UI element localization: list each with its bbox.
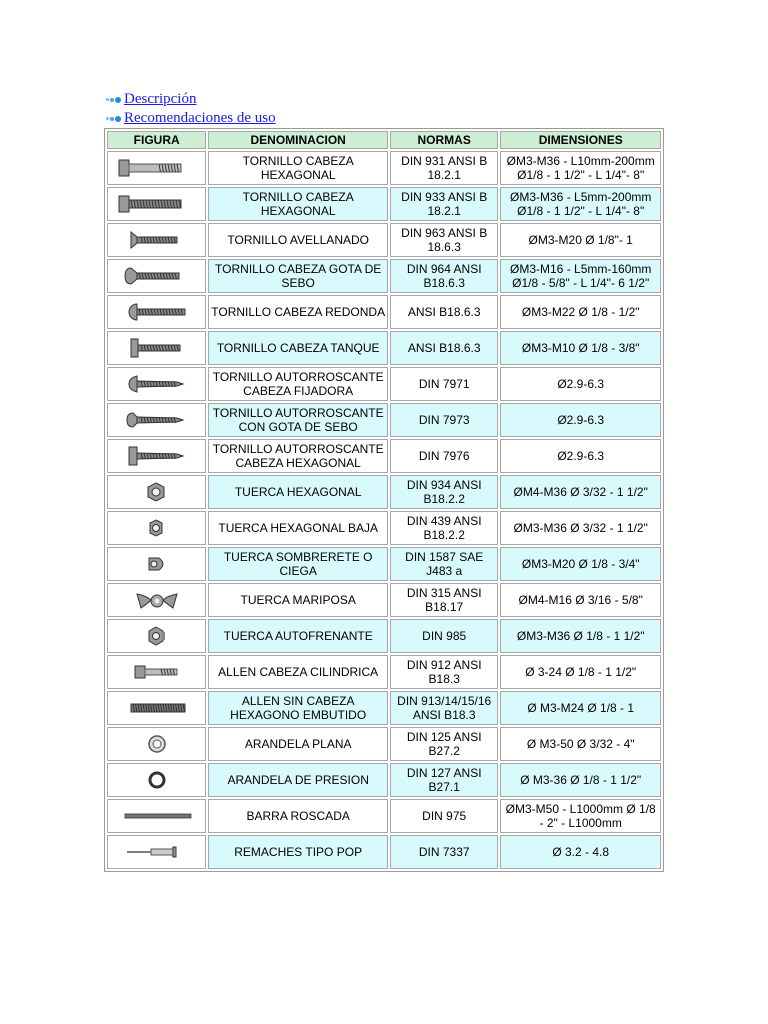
denominacion-cell: TORNILLO CABEZA TANQUE (208, 331, 388, 365)
figura-cell (107, 187, 206, 221)
round-head-screw-icon (111, 298, 203, 326)
dimensiones-cell: ØM3-M36 - L5mm-200mm Ø1/8 - 1 1/2" - L 1/4"- 8" (500, 187, 661, 221)
figura-cell (107, 835, 206, 869)
denominacion-cell: TUERCA HEXAGONAL (208, 475, 388, 509)
figura-cell (107, 763, 206, 797)
link-label[interactable]: Recomendaciones de uso (124, 110, 276, 126)
set-screw-icon (111, 694, 203, 722)
figura-cell (107, 547, 206, 581)
table-row (107, 367, 661, 401)
header-figura: FIGURA (107, 131, 206, 149)
denominacion-cell: TUERCA AUTOFRENANTE (208, 619, 388, 653)
figura-cell (107, 475, 206, 509)
normas-cell: DIN 7971 (390, 367, 498, 401)
denominacion-cell: TORNILLO AUTORROSCANTE CON GOTA DE SEBO (208, 403, 388, 437)
dimensiones-cell: ØM3-M36 - L10mm-200mm Ø1/8 - 1 1/2" - L 1/4"- 8" (500, 151, 661, 185)
normas-cell: DIN 1587 SAE J483 a (390, 547, 498, 581)
flat-washer-icon (111, 730, 203, 758)
figura-cell (107, 583, 206, 617)
dimensiones-cell: ØM3-M10 Ø 1/8 - 3/8" (500, 331, 661, 365)
link-descripcion[interactable] (106, 90, 276, 109)
dimensiones-cell: ØM3-M20 Ø 1/8 - 3/4" (500, 547, 661, 581)
figura-cell (107, 151, 206, 185)
fasteners-table (104, 128, 664, 872)
normas-cell: DIN 125 ANSI B27.2 (390, 727, 498, 761)
table-row (107, 403, 661, 437)
table-row (107, 187, 661, 221)
figura-cell (107, 403, 206, 437)
denominacion-cell: ALLEN SIN CABEZA HEXAGONO EMBUTIDO (208, 691, 388, 725)
cap-nut-icon (111, 550, 203, 578)
table-row (107, 223, 661, 257)
table-row (107, 727, 661, 761)
link-label[interactable]: Descripción (124, 91, 197, 107)
normas-cell: DIN 315 ANSI B18.17 (390, 583, 498, 617)
figura-cell (107, 259, 206, 293)
normas-cell: DIN 7976 (390, 439, 498, 473)
table-row (107, 619, 661, 653)
normas-cell: DIN 913/14/15/16 ANSI B18.3 (390, 691, 498, 725)
figura-cell (107, 223, 206, 257)
table-row (107, 331, 661, 365)
dimensiones-cell: Ø M3-36 Ø 1/8 - 1 1/2" (500, 763, 661, 797)
normas-cell: DIN 931 ANSI B 18.2.1 (390, 151, 498, 185)
spring-washer-icon (111, 766, 203, 794)
denominacion-cell: TORNILLO AUTORROSCANTE CABEZA HEXAGONAL (208, 439, 388, 473)
table-row (107, 259, 661, 293)
figura-cell (107, 295, 206, 329)
figura-cell (107, 691, 206, 725)
wing-nut-icon (111, 586, 203, 614)
table-row (107, 547, 661, 581)
hex-bolt-icon (111, 154, 203, 182)
denominacion-cell: ARANDELA DE PRESION (208, 763, 388, 797)
normas-cell: DIN 985 (390, 619, 498, 653)
normas-cell: ANSI B18.6.3 (390, 295, 498, 329)
dimensiones-cell: Ø 3-24 Ø 1/8 - 1 1/2" (500, 655, 661, 689)
lock-nut-icon (111, 622, 203, 650)
normas-cell: DIN 127 ANSI B27.1 (390, 763, 498, 797)
table-row (107, 583, 661, 617)
table-row (107, 691, 661, 725)
denominacion-cell: ARANDELA PLANA (208, 727, 388, 761)
table-row (107, 295, 661, 329)
page-links (106, 90, 276, 128)
countersunk-screw-icon (111, 226, 203, 254)
denominacion-cell: TUERCA HEXAGONAL BAJA (208, 511, 388, 545)
figura-cell (107, 367, 206, 401)
normas-cell: DIN 439 ANSI B18.2.2 (390, 511, 498, 545)
cheese-head-screw-icon (111, 334, 203, 362)
denominacion-cell: TUERCA SOMBRERETE O CIEGA (208, 547, 388, 581)
raised-countersunk-screw-icon (111, 262, 203, 290)
dimensiones-cell: ØM3-M16 - L5mm-160mm Ø1/8 - 5/8" - L 1/4"- 6 1/2" (500, 259, 661, 293)
table-row (107, 151, 661, 185)
dimensiones-cell: ØM3-M22 Ø 1/8 - 1/2" (500, 295, 661, 329)
dimensiones-cell: Ø M3-M24 Ø 1/8 - 1 (500, 691, 661, 725)
threaded-rod-icon (111, 802, 203, 830)
denominacion-cell: BARRA ROSCADA (208, 799, 388, 833)
figura-cell (107, 619, 206, 653)
denominacion-cell: TORNILLO CABEZA HEXAGONAL (208, 187, 388, 221)
denominacion-cell: ALLEN CABEZA CILINDRICA (208, 655, 388, 689)
table-header-row (107, 131, 661, 149)
normas-cell: DIN 912 ANSI B18.3 (390, 655, 498, 689)
figura-cell (107, 799, 206, 833)
header-denominacion: DENOMINACION (208, 131, 388, 149)
header-normas: NORMAS (390, 131, 498, 149)
figura-cell (107, 331, 206, 365)
link-recomendaciones[interactable] (106, 109, 276, 128)
normas-cell: DIN 964 ANSI B18.6.3 (390, 259, 498, 293)
dimensiones-cell: Ø 3.2 - 4.8 (500, 835, 661, 869)
denominacion-cell: TORNILLO CABEZA GOTA DE SEBO (208, 259, 388, 293)
dimensiones-cell: ØM4-M36 Ø 3/32 - 1 1/2" (500, 475, 661, 509)
dimensiones-cell: ØM3-M36 Ø 1/8 - 1 1/2" (500, 619, 661, 653)
normas-cell: ANSI B18.6.3 (390, 331, 498, 365)
figura-cell (107, 511, 206, 545)
header-dimensiones: DIMENSIONES (500, 131, 661, 149)
figura-cell (107, 439, 206, 473)
pop-rivet-icon (111, 838, 203, 866)
dimensiones-cell: ØM3-M50 - L1000mm Ø 1/8 - 2" - L1000mm (500, 799, 661, 833)
hex-nut-icon (111, 478, 203, 506)
table-row (107, 835, 661, 869)
bullet-icon (106, 114, 124, 124)
dimensiones-cell: ØM3-M36 Ø 3/32 - 1 1/2" (500, 511, 661, 545)
self-tapping-raised-screw-icon (111, 406, 203, 434)
normas-cell: DIN 933 ANSI B 18.2.1 (390, 187, 498, 221)
denominacion-cell: TUERCA MARIPOSA (208, 583, 388, 617)
dimensiones-cell: Ø M3-50 Ø 3/32 - 4" (500, 727, 661, 761)
normas-cell: DIN 7337 (390, 835, 498, 869)
normas-cell: DIN 963 ANSI B 18.6.3 (390, 223, 498, 257)
denominacion-cell: TORNILLO CABEZA REDONDA (208, 295, 388, 329)
dimensiones-cell: ØM3-M20 Ø 1/8"- 1 (500, 223, 661, 257)
bullet-icon (106, 95, 124, 105)
denominacion-cell: TORNILLO AVELLANADO (208, 223, 388, 257)
normas-cell: DIN 7973 (390, 403, 498, 437)
figura-cell (107, 727, 206, 761)
table-row (107, 439, 661, 473)
table-row (107, 511, 661, 545)
self-tapping-pan-screw-icon (111, 370, 203, 398)
hex-bolt-full-thread-icon (111, 190, 203, 218)
self-tapping-hex-screw-icon (111, 442, 203, 470)
figura-cell (107, 655, 206, 689)
table-row (107, 475, 661, 509)
normas-cell: DIN 975 (390, 799, 498, 833)
thin-hex-nut-icon (111, 514, 203, 542)
denominacion-cell: REMACHES TIPO POP (208, 835, 388, 869)
dimensiones-cell: Ø2.9-6.3 (500, 367, 661, 401)
socket-cap-screw-icon (111, 658, 203, 686)
dimensiones-cell: ØM4-M16 Ø 3/16 - 5/8" (500, 583, 661, 617)
dimensiones-cell: Ø2.9-6.3 (500, 403, 661, 437)
table-row (107, 763, 661, 797)
table-row (107, 655, 661, 689)
denominacion-cell: TORNILLO CABEZA HEXAGONAL (208, 151, 388, 185)
table-row (107, 799, 661, 833)
normas-cell: DIN 934 ANSI B18.2.2 (390, 475, 498, 509)
dimensiones-cell: Ø2.9-6.3 (500, 439, 661, 473)
denominacion-cell: TORNILLO AUTORROSCANTE CABEZA FIJADORA (208, 367, 388, 401)
